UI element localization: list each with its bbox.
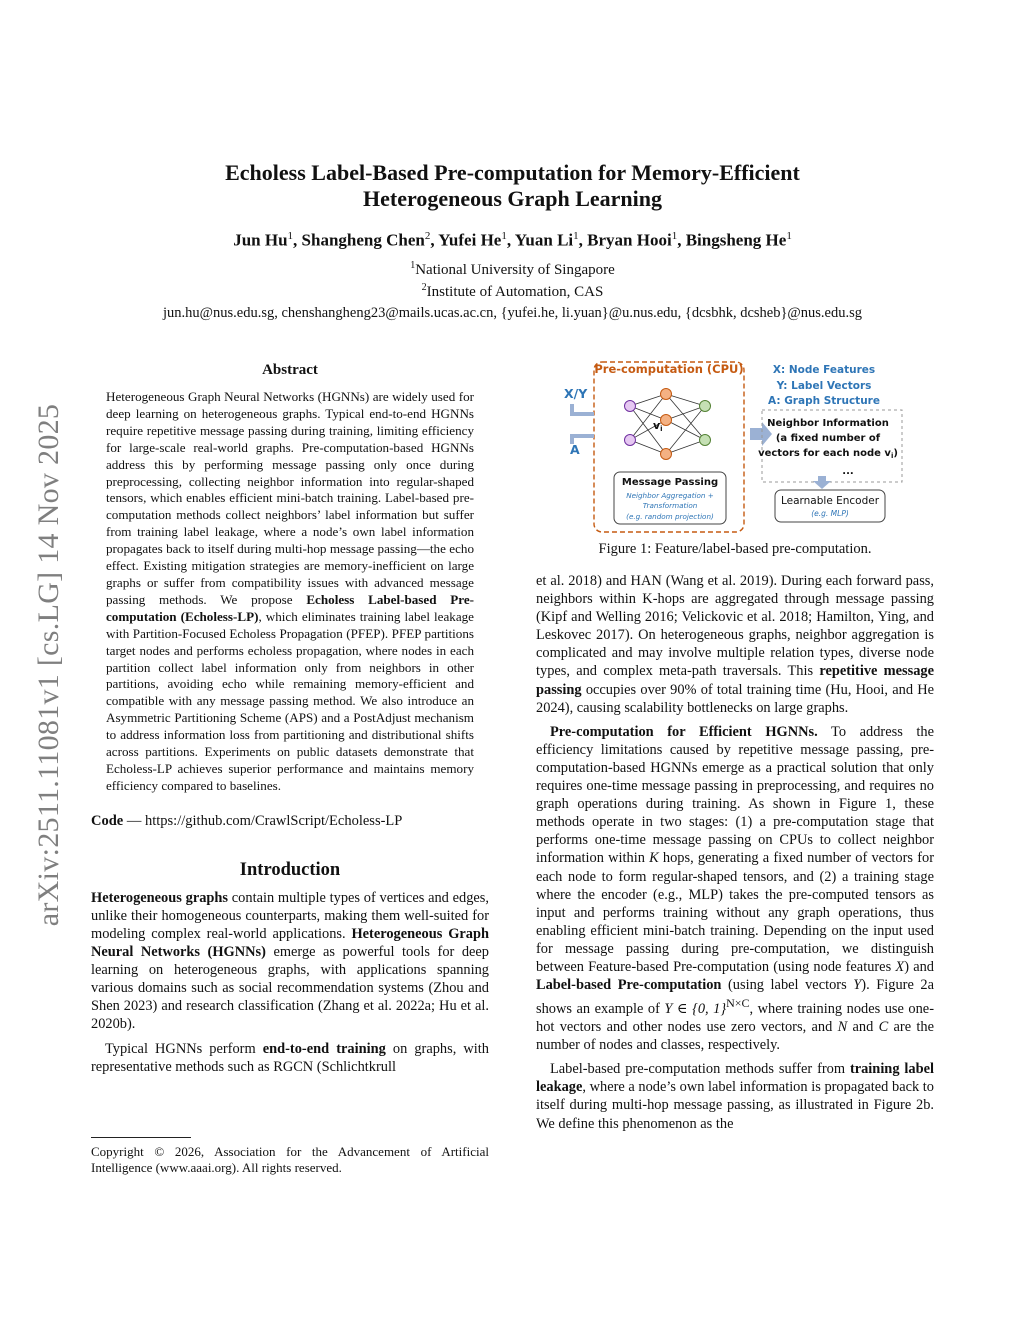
figure-1-diagram <box>536 358 934 538</box>
graph-node <box>661 389 672 400</box>
arxiv-stamp <box>24 365 74 965</box>
math-sup: N×C <box>726 996 750 1011</box>
author-list: Jun Hu$^1$, Shangheng Chen$^2$, Yufei He$^1$, Yuan Li$^1$, Bryan Hooi$^1$, Bingsheng He$^1$ <box>233 230 792 250</box>
text-run: Typical HGNNs perform <box>105 1040 263 1057</box>
body-paragraph <box>536 1060 934 1132</box>
mp-title: Message Passing <box>621 477 719 488</box>
bold-term: Pre-computation for Efficient HGNNs. <box>550 723 818 740</box>
author-sup: 1 <box>287 230 294 242</box>
graph-node-center <box>661 415 672 426</box>
affiliation <box>90 257 935 279</box>
affiliations <box>90 257 935 301</box>
affiliation <box>90 279 935 301</box>
text-run: ). Figure 2a shows an example of <box>536 977 934 1017</box>
author-sup: 1 <box>671 230 678 242</box>
edge <box>666 394 705 406</box>
neighbor-line3: vectors for each node $v_i$) <box>758 448 898 460</box>
math-expr: Y ∈ {0, 1} <box>664 1000 727 1017</box>
neighbor-line1: Neighbor Information <box>767 418 889 429</box>
encoder-title: Learnable Encoder <box>780 495 880 507</box>
title-line-1: Echoless Label-Based Pre-computation for Memory-Efficient <box>225 160 800 185</box>
right-body <box>536 572 934 1133</box>
abstract-text <box>106 389 474 795</box>
copyright-footnote <box>91 1137 489 1176</box>
author-sup: 2 <box>424 230 431 242</box>
text-run: occupies over 90% of total training time (Hu, Hooi, and He 2024), causing scalability bottlenecks on large graphs. <box>536 681 934 716</box>
mp-sub1: Neighbor Aggregation + <box>626 491 714 500</box>
bold-term: training label leakage <box>536 1061 934 1096</box>
affil-name: Institute of Automation, CAS <box>426 283 604 300</box>
footnote-text: Copyright © 2026, Association for the Advancement of Artificial Intelligence (www.aaai.org). All rights reserved. <box>91 1144 489 1175</box>
code-sep: — <box>123 812 145 829</box>
mp-sub3: (e.g. random projection) <box>626 512 714 521</box>
section-heading-introduction: Introduction <box>239 859 341 880</box>
code-link[interactable]: https://github.com/CrawlScript/Echoless-LP <box>144 812 403 829</box>
graph-node <box>661 449 672 460</box>
math-var: X <box>895 958 905 975</box>
math-var: K <box>649 850 659 867</box>
edge <box>666 420 705 440</box>
edge <box>630 394 666 440</box>
precomputation-label: Pre-computation (CPU) <box>594 362 744 376</box>
legend-y: Y: Label Vectors <box>776 380 872 392</box>
paper-header <box>90 160 935 322</box>
text-run: are the number of nodes and classes, respectively. <box>536 1019 934 1054</box>
author: Bryan Hooi <box>587 230 672 250</box>
graph-node <box>700 435 711 446</box>
intro-paragraph <box>91 1040 489 1076</box>
graph-node <box>700 401 711 412</box>
figure-1-caption: Figure 1: Feature/label-based pre-computation. <box>598 541 872 557</box>
code-label: Code <box>91 812 124 829</box>
code-line <box>91 813 489 830</box>
abstract-part: , which eliminates training label leakage with Partition-Focused Echoless Propagation (PFEP). PFEP partitions target nodes and performs echoless propagation, where nodes in each partition collect label information only from neighbors in other partitions, avoiding echo while remaining memory-efficient and compatible with any message passing method. We also introduce an Asymmetric Partitioning Scheme (APS) and a PostAdjust mechanism to address information loss from partitioning and distributional shifts across partitions. Experiments on public datasets demonstrate that Echoless-LP achieves superior performance and maintains memory efficiency compared to baselines. <box>106 608 474 793</box>
input-a-label: A <box>570 442 580 457</box>
arxiv-id: arXiv:2511.11081v1 [cs.LG] 14 Nov 2025 <box>32 403 65 927</box>
text-run: ) and <box>904 958 934 975</box>
vector-dots: ... <box>842 466 854 477</box>
figure-1 <box>536 358 934 538</box>
author-sup: 1 <box>786 230 792 242</box>
mp-sub2: Transformation <box>642 501 698 510</box>
author: Yufei He <box>438 230 502 250</box>
bold-term: repetitive message passing <box>536 663 934 698</box>
edge <box>666 394 705 440</box>
text-run: To address the efficiency limitations caused by repetitive message passing, pre-computation-based HGNNs emerge as a practical solution that only requires one-time message passing in preprocessing, and requires no graph operations during training. As shown in Figure 1, these methods operate in two stages: (1) a pre-computation stage that performs one-time message passing on CPUs to collect neighbor information within <box>536 723 934 867</box>
text-run: emerge as powerful tools for deep learning on heterogeneous graphs, with applications spanning various domains such as social recommendation systems (Zhou and Shen 2023) and research classification (Zhang et al. 2022a; Hu et al. 2020b). <box>91 944 489 1033</box>
title-line-2: Heterogeneous Graph Learning <box>362 186 663 211</box>
right-column <box>536 358 934 1133</box>
author-sup: 1 <box>501 230 507 242</box>
text-run: , where training nodes use one-hot vectors and other nodes use zero vectors, and <box>536 1000 934 1036</box>
bold-term: Heterogeneous graphs <box>91 889 229 906</box>
abstract-bold: Echoless Label-based Pre-computation (Echoless-LP) <box>106 591 475 624</box>
author: Jun Hu <box>233 230 288 250</box>
body-paragraph <box>536 572 934 717</box>
encoder-arrow <box>813 476 831 489</box>
math-var: C <box>878 1019 889 1036</box>
abstract-part: Heterogeneous Graph Neural Networks (HGNNs) are widely used for deep learning on heterogeneous graphs. Typical end-to-end HGNNs require repetitive message passing during training, limiting efficiency for large-scale real-world graphs. Pre-computation-based HGNNs address this by performing message passing only once during preprocessing, collecting neighbor information into regular-shaped tensors, which enables efficient mini-batch training. Label-based pre-computation methods collect neighbors’ label information but suffer from training label leakage, where a node’s own label information propagates back to itself during multi-hop message passing—the echo effect. Existing mitigation strategies are memory-inefficient on large graphs or suffer from compatibility issues with advanced message passing methods. We propose <box>106 389 474 607</box>
math-var: Y <box>853 977 862 994</box>
encoder-sub: (e.g. MLP) <box>811 509 849 518</box>
text-run: and <box>847 1019 879 1036</box>
body-paragraph <box>536 723 934 1054</box>
math-var: N <box>837 1019 848 1036</box>
input-xy-arrow <box>572 404 594 414</box>
graph-node <box>625 401 636 412</box>
text-run: hops, generating a fixed number of vectors for each node to form regular-shaped tensors, and (2) a training stage where the encoder (e.g., MLP) takes the pre-computed tensors as input and performs training without any graph operations, thus enabling efficient mini-batch training. Depending on the input used for message passing during pre-computation, we distinguish between Feature-based Pre-computation (using node features <box>536 850 934 975</box>
text-run: on graphs, with representative methods such as RGCN (Schlichtkrull <box>91 1040 489 1075</box>
author-sup: 1 <box>573 230 579 242</box>
footnote-rule <box>91 1137 191 1138</box>
bold-term: end-to-end training <box>262 1040 386 1057</box>
left-column <box>91 362 489 1076</box>
abstract-heading: Abstract <box>262 362 318 378</box>
text-run: Label-based pre-computation methods suffer from <box>550 1061 850 1078</box>
graph-node <box>625 435 636 446</box>
bold-term: Heterogeneous Graph Neural Networks (HGNNs) <box>91 925 489 961</box>
intro-paragraph <box>91 889 489 1034</box>
legend-a: A: Graph Structure <box>768 395 880 407</box>
affil-name: National University of Singapore <box>415 261 615 278</box>
author: Yuan Li <box>514 230 574 250</box>
affil-sup: 1 <box>410 259 416 271</box>
text-run: contain multiple types of vertices and edges, unlike their homogeneous counterparts, making them well-suited for modeling complex real-world applications. <box>91 889 489 942</box>
text-run: (using label vectors <box>721 977 854 994</box>
input-xy-label: X/Y <box>564 386 588 401</box>
affil-sup: 2 <box>421 281 427 293</box>
author: Shangheng Chen <box>301 230 425 250</box>
text-run: et al. 2018) and HAN (Wang et al. 2019). During each forward pass, neighbors within K-hops are aggregated through message passing (Kipf and Welling 2016; Velickovic et al. 2018; Hamilton, Ying, and Leskovec 2017). On heterogeneous graphs, neighbor aggregation is complicated and may involve multiple relation types, diverse node types, and complex meta-path traversals. This <box>536 573 934 680</box>
author: Bingsheng He <box>685 230 787 250</box>
bold-term: Label-based Pre-computation <box>536 977 722 994</box>
paper-title <box>90 160 935 212</box>
text-run: , where a node’s own label information is propagated back to itself during multi-hop message passing, as illustrated in Figure 2b. We define this phenomenon as the <box>536 1079 934 1132</box>
neighbor-line2: (a fixed number of <box>775 433 881 444</box>
center-node-label: vi <box>653 419 663 433</box>
legend-x: X: Node Features <box>772 364 876 376</box>
author-emails: jun.hu@nus.edu.sg, chenshangheng23@mails.ucas.ac.cn, {yufei.he, li.yuan}@u.nus.edu, {dcsbhk, dcsheb}@nus.edu.sg <box>163 304 862 321</box>
